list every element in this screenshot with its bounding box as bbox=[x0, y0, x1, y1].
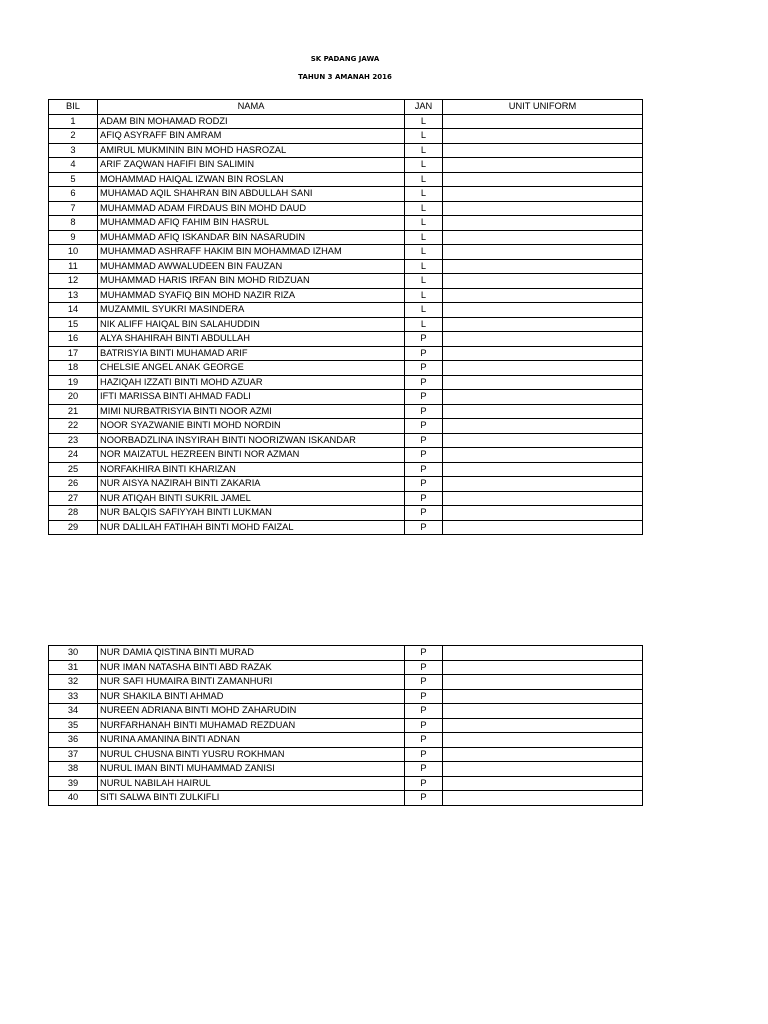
cell-nama: MUHAMMAD ADAM FIRDAUS BIN MOHD DAUD bbox=[98, 201, 405, 216]
cell-unit-uniform bbox=[443, 776, 643, 791]
table-row bbox=[49, 390, 643, 405]
cell-nama: MUHAMMAD ASHRAFF HAKIM BIN MOHAMMAD IZHAM bbox=[98, 245, 405, 260]
table-row bbox=[49, 704, 643, 719]
cell-bil: 40 bbox=[49, 791, 98, 806]
cell-bil: 18 bbox=[49, 361, 98, 376]
cell-nama: MUHAMMAD AFIQ FAHIM BIN HASRUL bbox=[98, 216, 405, 231]
table-row bbox=[49, 143, 643, 158]
cell-unit-uniform bbox=[443, 129, 643, 144]
cell-unit-uniform bbox=[443, 143, 643, 158]
cell-jan: P bbox=[405, 660, 443, 675]
column-header-jan: JAN bbox=[405, 100, 443, 115]
cell-bil: 5 bbox=[49, 172, 98, 187]
cell-nama: SITI SALWA BINTI ZULKIFLI bbox=[98, 791, 405, 806]
school-name: SK PADANG JAWA bbox=[310, 55, 380, 63]
cell-unit-uniform bbox=[443, 462, 643, 477]
table-row bbox=[49, 433, 643, 448]
cell-bil: 32 bbox=[49, 675, 98, 690]
cell-bil: 28 bbox=[49, 506, 98, 521]
table-row bbox=[49, 375, 643, 390]
table-header-row bbox=[49, 100, 643, 115]
cell-nama: NOORBADZLINA INSYIRAH BINTI NOORIZWAN ISKANDAR bbox=[98, 433, 405, 448]
cell-jan: L bbox=[405, 259, 443, 274]
cell-bil: 39 bbox=[49, 776, 98, 791]
table-row bbox=[49, 317, 643, 332]
cell-bil: 24 bbox=[49, 448, 98, 463]
cell-unit-uniform bbox=[443, 361, 643, 376]
cell-unit-uniform bbox=[443, 675, 643, 690]
table-row bbox=[49, 762, 643, 777]
table-row bbox=[49, 419, 643, 434]
cell-unit-uniform bbox=[443, 718, 643, 733]
cell-bil: 34 bbox=[49, 704, 98, 719]
table-row bbox=[49, 274, 643, 289]
cell-jan: P bbox=[405, 433, 443, 448]
cell-unit-uniform bbox=[443, 158, 643, 173]
cell-jan: P bbox=[405, 776, 443, 791]
cell-jan: P bbox=[405, 361, 443, 376]
table-row bbox=[49, 129, 643, 144]
cell-bil: 11 bbox=[49, 259, 98, 274]
cell-unit-uniform bbox=[443, 404, 643, 419]
cell-jan: L bbox=[405, 129, 443, 144]
cell-nama: HAZIQAH IZZATI BINTI MOHD AZUAR bbox=[98, 375, 405, 390]
cell-nama: NURINA AMANINA BINTI ADNAN bbox=[98, 733, 405, 748]
cell-bil: 36 bbox=[49, 733, 98, 748]
cell-nama: MUHAMAD AQIL SHAHRAN BIN ABDULLAH SANI bbox=[98, 187, 405, 202]
cell-unit-uniform bbox=[443, 448, 643, 463]
cell-jan: P bbox=[405, 404, 443, 419]
cell-jan: P bbox=[405, 689, 443, 704]
cell-unit-uniform bbox=[443, 477, 643, 492]
table-row bbox=[49, 747, 643, 762]
cell-jan: P bbox=[405, 718, 443, 733]
column-header-bil: BIL bbox=[49, 100, 98, 115]
table-row bbox=[49, 776, 643, 791]
table-row bbox=[49, 158, 643, 173]
cell-bil: 3 bbox=[49, 143, 98, 158]
cell-jan: L bbox=[405, 288, 443, 303]
cell-bil: 23 bbox=[49, 433, 98, 448]
cell-jan: P bbox=[405, 419, 443, 434]
table-row bbox=[49, 675, 643, 690]
cell-jan: P bbox=[405, 791, 443, 806]
table-row bbox=[49, 230, 643, 245]
cell-unit-uniform bbox=[443, 791, 643, 806]
cell-unit-uniform bbox=[443, 317, 643, 332]
table-row bbox=[49, 689, 643, 704]
cell-bil: 31 bbox=[49, 660, 98, 675]
cell-unit-uniform bbox=[443, 689, 643, 704]
cell-nama: MUHAMMAD SYAFIQ BIN MOHD NAZIR RIZA bbox=[98, 288, 405, 303]
cell-unit-uniform bbox=[443, 245, 643, 260]
cell-nama: NOOR SYAZWANIE BINTI MOHD NORDIN bbox=[98, 419, 405, 434]
cell-nama: NURUL CHUSNA BINTI YUSRU ROKHMAN bbox=[98, 747, 405, 762]
cell-bil: 20 bbox=[49, 390, 98, 405]
cell-unit-uniform bbox=[443, 762, 643, 777]
cell-bil: 2 bbox=[49, 129, 98, 144]
cell-nama: NUR IMAN NATASHA BINTI ABD RAZAK bbox=[98, 660, 405, 675]
cell-jan: P bbox=[405, 506, 443, 521]
cell-unit-uniform bbox=[443, 172, 643, 187]
cell-bil: 26 bbox=[49, 477, 98, 492]
table-row bbox=[49, 245, 643, 260]
cell-unit-uniform bbox=[443, 704, 643, 719]
cell-nama: MUHAMMAD HARIS IRFAN BIN MOHD RIDZUAN bbox=[98, 274, 405, 289]
table-row bbox=[49, 520, 643, 535]
table-row bbox=[49, 259, 643, 274]
cell-unit-uniform bbox=[443, 346, 643, 361]
cell-unit-uniform bbox=[443, 506, 643, 521]
cell-nama: NUR DALILAH FATIHAH BINTI MOHD FAIZAL bbox=[98, 520, 405, 535]
table-row bbox=[49, 332, 643, 347]
cell-nama: BATRISYIA BINTI MUHAMAD ARIF bbox=[98, 346, 405, 361]
table-row bbox=[49, 791, 643, 806]
cell-bil: 30 bbox=[49, 646, 98, 661]
table-row bbox=[49, 448, 643, 463]
cell-bil: 25 bbox=[49, 462, 98, 477]
cell-jan: P bbox=[405, 462, 443, 477]
cell-bil: 8 bbox=[49, 216, 98, 231]
table-row bbox=[49, 733, 643, 748]
cell-bil: 37 bbox=[49, 747, 98, 762]
cell-unit-uniform bbox=[443, 660, 643, 675]
cell-unit-uniform bbox=[443, 419, 643, 434]
cell-unit-uniform bbox=[443, 332, 643, 347]
cell-nama: MUHAMMAD AFIQ ISKANDAR BIN NASARUDIN bbox=[98, 230, 405, 245]
cell-jan: L bbox=[405, 230, 443, 245]
table-row bbox=[49, 404, 643, 419]
cell-bil: 35 bbox=[49, 718, 98, 733]
cell-bil: 6 bbox=[49, 187, 98, 202]
column-header-nama: NAMA bbox=[98, 100, 405, 115]
cell-nama: NUR SHAKILA BINTI AHMAD bbox=[98, 689, 405, 704]
cell-nama: MUHAMMAD AWWALUDEEN BIN FAUZAN bbox=[98, 259, 405, 274]
table-row bbox=[49, 660, 643, 675]
table-row bbox=[49, 462, 643, 477]
table-row bbox=[49, 346, 643, 361]
cell-jan: L bbox=[405, 143, 443, 158]
cell-nama: NUR BALQIS SAFIYYAH BINTI LUKMAN bbox=[98, 506, 405, 521]
cell-unit-uniform bbox=[443, 375, 643, 390]
table-row bbox=[49, 491, 643, 506]
cell-jan: P bbox=[405, 747, 443, 762]
cell-jan: P bbox=[405, 346, 443, 361]
cell-jan: L bbox=[405, 317, 443, 332]
cell-jan: P bbox=[405, 733, 443, 748]
cell-jan: P bbox=[405, 448, 443, 463]
cell-nama: NOR MAIZATUL HEZREEN BINTI NOR AZMAN bbox=[98, 448, 405, 463]
cell-nama: NUREEN ADRIANA BINTI MOHD ZAHARUDIN bbox=[98, 704, 405, 719]
cell-unit-uniform bbox=[443, 216, 643, 231]
cell-bil: 16 bbox=[49, 332, 98, 347]
table-row bbox=[49, 216, 643, 231]
cell-bil: 22 bbox=[49, 419, 98, 434]
cell-nama: AFIQ ASYRAFF BIN AMRAM bbox=[98, 129, 405, 144]
cell-unit-uniform bbox=[443, 288, 643, 303]
table-row bbox=[49, 288, 643, 303]
cell-jan: P bbox=[405, 646, 443, 661]
cell-nama: NURUL NABILAH HAIRUL bbox=[98, 776, 405, 791]
cell-jan: L bbox=[405, 303, 443, 318]
cell-jan: L bbox=[405, 274, 443, 289]
cell-bil: 33 bbox=[49, 689, 98, 704]
cell-nama: MIMI NURBATRISYIA BINTI NOOR AZMI bbox=[98, 404, 405, 419]
table-row bbox=[49, 172, 643, 187]
cell-unit-uniform bbox=[443, 230, 643, 245]
table-row bbox=[49, 187, 643, 202]
table-row bbox=[49, 114, 643, 129]
cell-unit-uniform bbox=[443, 733, 643, 748]
cell-unit-uniform bbox=[443, 114, 643, 129]
table-row bbox=[49, 303, 643, 318]
cell-nama: NURFARHANAH BINTI MUHAMAD REZDUAN bbox=[98, 718, 405, 733]
cell-jan: P bbox=[405, 675, 443, 690]
cell-bil: 29 bbox=[49, 520, 98, 535]
cell-bil: 12 bbox=[49, 274, 98, 289]
cell-jan: L bbox=[405, 201, 443, 216]
cell-jan: P bbox=[405, 491, 443, 506]
cell-bil: 19 bbox=[49, 375, 98, 390]
cell-nama: NUR AISYA NAZIRAH BINTI ZAKARIA bbox=[98, 477, 405, 492]
student-table-1 bbox=[48, 99, 643, 535]
cell-jan: P bbox=[405, 375, 443, 390]
cell-bil: 7 bbox=[49, 201, 98, 216]
table-row bbox=[49, 506, 643, 521]
cell-nama: AMIRUL MUKMININ BIN MOHD HASROZAL bbox=[98, 143, 405, 158]
cell-unit-uniform bbox=[443, 747, 643, 762]
table-row bbox=[49, 477, 643, 492]
cell-bil: 15 bbox=[49, 317, 98, 332]
table-row bbox=[49, 646, 643, 661]
cell-unit-uniform bbox=[443, 259, 643, 274]
cell-jan: P bbox=[405, 520, 443, 535]
cell-nama: IFTI MARISSA BINTI AHMAD FADLI bbox=[98, 390, 405, 405]
cell-jan: L bbox=[405, 114, 443, 129]
class-title: TAHUN 3 AMANAH 2016 bbox=[298, 73, 392, 81]
cell-jan: L bbox=[405, 245, 443, 260]
cell-unit-uniform bbox=[443, 303, 643, 318]
table-row bbox=[49, 361, 643, 376]
student-table-2 bbox=[48, 645, 643, 806]
cell-nama: NURUL IMAN BINTI MUHAMMAD ZANISI bbox=[98, 762, 405, 777]
cell-nama: NORFAKHIRA BINTI KHARIZAN bbox=[98, 462, 405, 477]
cell-bil: 10 bbox=[49, 245, 98, 260]
cell-nama: ARIF ZAQWAN HAFIFI BIN SALIMIN bbox=[98, 158, 405, 173]
cell-nama: MOHAMMAD HAIQAL IZWAN BIN ROSLAN bbox=[98, 172, 405, 187]
cell-jan: L bbox=[405, 216, 443, 231]
cell-jan: L bbox=[405, 158, 443, 173]
cell-bil: 38 bbox=[49, 762, 98, 777]
table-row bbox=[49, 201, 643, 216]
cell-unit-uniform bbox=[443, 274, 643, 289]
cell-unit-uniform bbox=[443, 491, 643, 506]
cell-nama: CHELSIE ANGEL ANAK GEORGE bbox=[98, 361, 405, 376]
cell-nama: NIK ALIFF HAIQAL BIN SALAHUDDIN bbox=[98, 317, 405, 332]
cell-bil: 27 bbox=[49, 491, 98, 506]
cell-nama: NUR ATIQAH BINTI SUKRIL JAMEL bbox=[98, 491, 405, 506]
cell-nama: MUZAMMIL SYUKRI MASINDERA bbox=[98, 303, 405, 318]
cell-bil: 21 bbox=[49, 404, 98, 419]
cell-jan: L bbox=[405, 172, 443, 187]
table-row bbox=[49, 718, 643, 733]
cell-jan: P bbox=[405, 390, 443, 405]
cell-bil: 9 bbox=[49, 230, 98, 245]
cell-unit-uniform bbox=[443, 520, 643, 535]
cell-unit-uniform bbox=[443, 390, 643, 405]
cell-unit-uniform bbox=[443, 201, 643, 216]
cell-bil: 4 bbox=[49, 158, 98, 173]
cell-jan: L bbox=[405, 187, 443, 202]
cell-nama: ALYA SHAHIRAH BINTI ABDULLAH bbox=[98, 332, 405, 347]
cell-jan: P bbox=[405, 704, 443, 719]
cell-bil: 14 bbox=[49, 303, 98, 318]
cell-bil: 13 bbox=[49, 288, 98, 303]
cell-bil: 17 bbox=[49, 346, 98, 361]
cell-jan: P bbox=[405, 332, 443, 347]
cell-unit-uniform bbox=[443, 646, 643, 661]
cell-jan: P bbox=[405, 762, 443, 777]
cell-unit-uniform bbox=[443, 433, 643, 448]
cell-bil: 1 bbox=[49, 114, 98, 129]
column-header-unit-uniform: UNIT UNIFORM bbox=[443, 100, 643, 115]
cell-nama: ADAM BIN MOHAMAD RODZI bbox=[98, 114, 405, 129]
cell-jan: P bbox=[405, 477, 443, 492]
cell-nama: NUR DAMIA QISTINA BINTI MURAD bbox=[98, 646, 405, 661]
cell-unit-uniform bbox=[443, 187, 643, 202]
cell-nama: NUR SAFI HUMAIRA BINTI ZAMANHURI bbox=[98, 675, 405, 690]
